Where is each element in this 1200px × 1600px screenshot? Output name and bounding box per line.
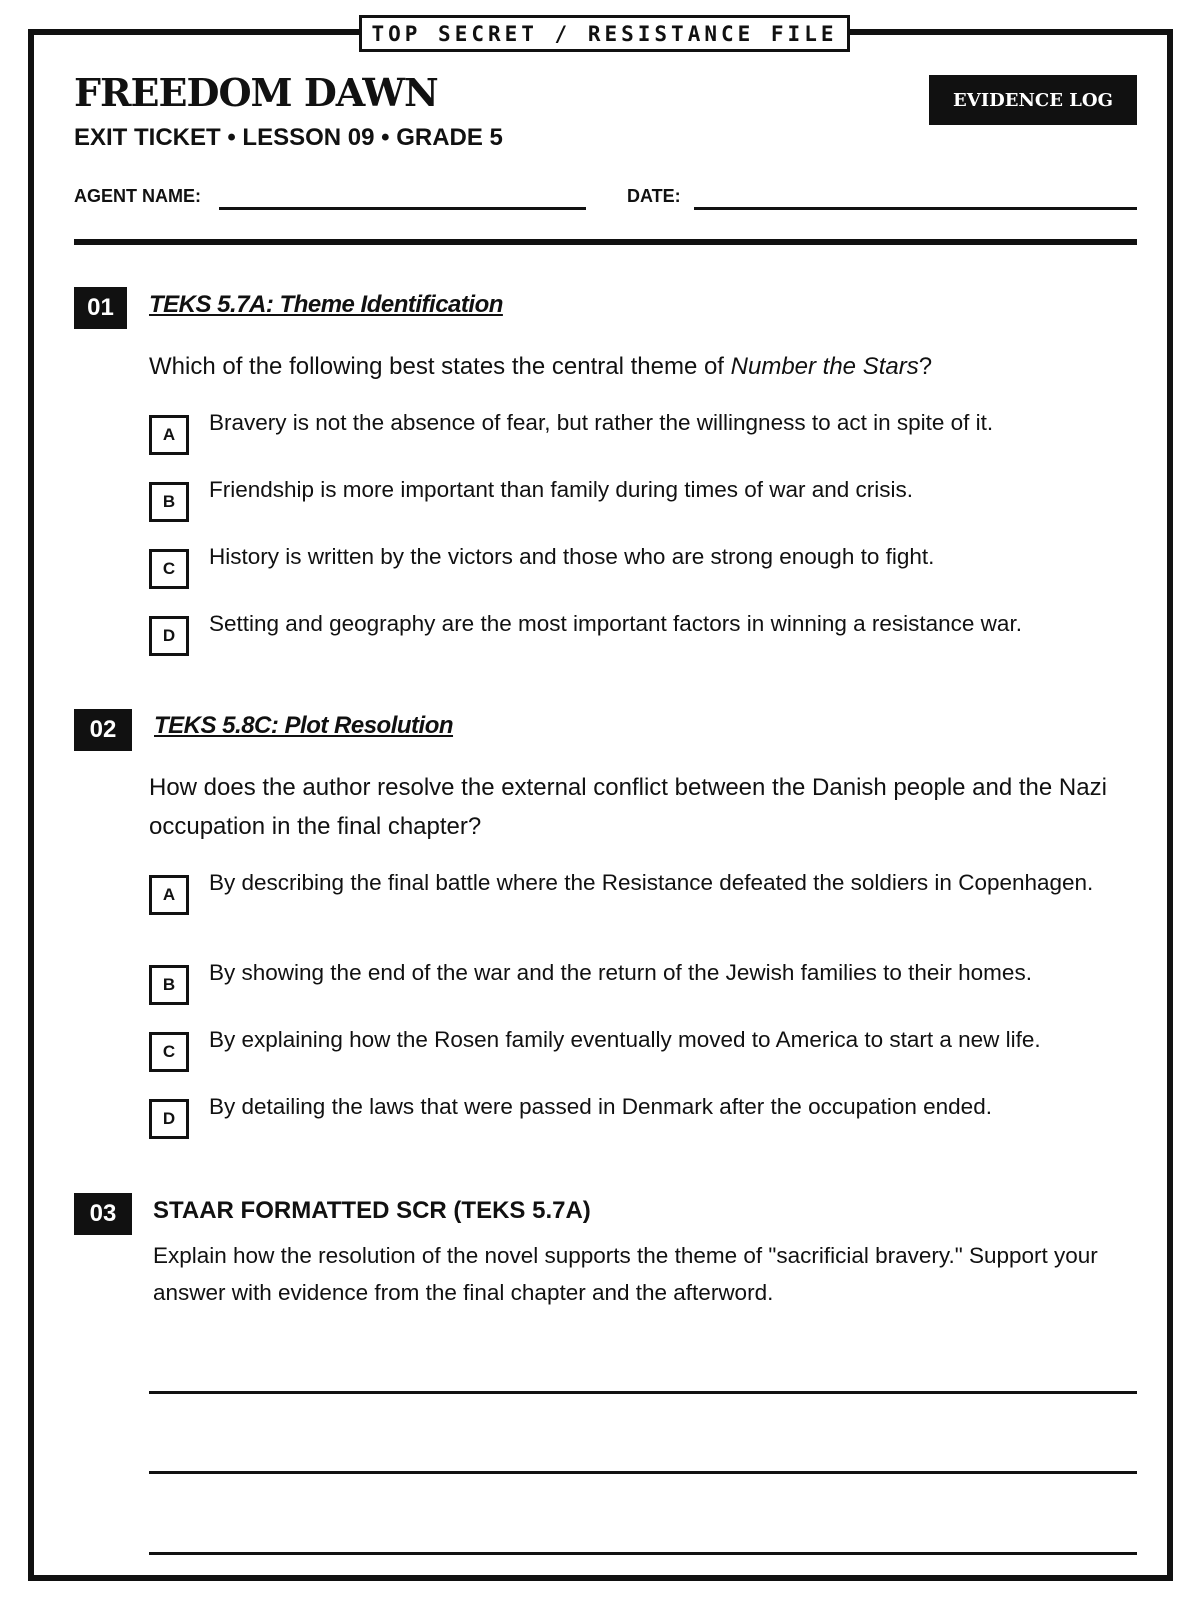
header-divider: [74, 239, 1137, 245]
answer-checkbox[interactable]: C: [149, 1032, 189, 1072]
answer-line[interactable]: [149, 1552, 1137, 1555]
question-3-heading: STAAR FORMATTED SCR (TEKS 5.7A): [153, 1197, 591, 1224]
question-1-number: 01: [74, 287, 127, 329]
question-1-heading: TEKS 5.7A: Theme Identification: [149, 291, 503, 318]
answer-checkbox[interactable]: B: [149, 965, 189, 1005]
answer-checkbox[interactable]: D: [149, 616, 189, 656]
answer-checkbox[interactable]: D: [149, 1099, 189, 1139]
page-subtitle: EXIT TICKET • LESSON 09 • GRADE 5: [74, 124, 503, 151]
option-text: By detailing the laws that were passed in Denmark after the occupation ended.: [209, 1094, 992, 1119]
option-text: Setting and geography are the most important factors in winning a resistance war.: [209, 611, 1022, 636]
agent-name-field[interactable]: [219, 207, 586, 210]
book-title: Number the Stars: [730, 353, 919, 380]
date-field[interactable]: [694, 207, 1137, 210]
question-2-prompt: How does the author resolve the external conflict between the Danish people and the Nazi occupation in the final chapter?: [149, 774, 1107, 840]
answer-checkbox[interactable]: B: [149, 482, 189, 522]
answer-line[interactable]: [149, 1471, 1137, 1474]
page-title: FREEDOM DAWN: [74, 70, 438, 115]
classification-banner: TOP SECRET / RESISTANCE FILE: [359, 15, 850, 52]
answer-checkbox[interactable]: C: [149, 549, 189, 589]
option-text: Bravery is not the absence of fear, but rather the willingness to act in spite of it.: [209, 410, 994, 435]
question-1-prompt: Which of the following best states the central theme of Number the Stars?: [149, 353, 933, 380]
question-3-number: 03: [74, 1193, 132, 1235]
answer-checkbox[interactable]: A: [149, 415, 189, 455]
evidence-log-button[interactable]: EVIDENCE LOG: [929, 75, 1137, 125]
date-label: DATE:: [627, 186, 681, 206]
option-text: By describing the final battle where the Resistance defeated the soldiers in Copenhagen.: [209, 870, 1094, 895]
question-2-number: 02: [74, 709, 132, 751]
agent-name-label: AGENT NAME:: [74, 186, 201, 206]
answer-checkbox[interactable]: A: [149, 875, 189, 915]
option-text: Friendship is more important than family during times of war and crisis.: [209, 477, 914, 502]
option-text: By showing the end of the war and the return of the Jewish families to their homes.: [209, 960, 1032, 985]
answer-line[interactable]: [149, 1391, 1137, 1394]
option-text: History is written by the victors and those who are strong enough to fight.: [209, 544, 935, 569]
question-2-heading: TEKS 5.8C: Plot Resolution: [154, 712, 454, 739]
question-3-prompt: Explain how the resolution of the novel supports the theme of "sacrificial bravery." Support your answer with evidence from the final chapter and the afterword.: [153, 1243, 1098, 1305]
option-text: By explaining how the Rosen family eventually moved to America to start a new life.: [209, 1027, 1041, 1052]
